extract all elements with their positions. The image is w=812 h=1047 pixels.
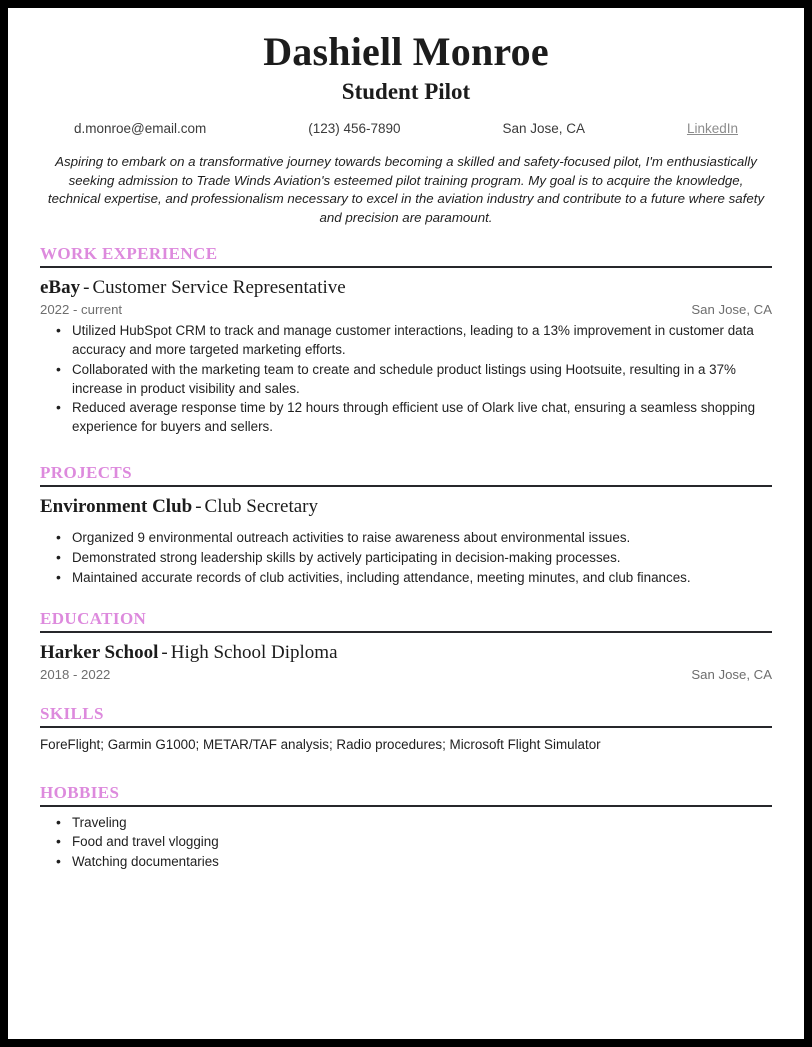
experience-role: Customer Service Representative — [92, 277, 346, 299]
section-projects — [40, 463, 772, 587]
list-item: • Food and travel vlogging — [70, 833, 772, 852]
project-entry — [40, 494, 772, 587]
hobbies-list — [40, 814, 772, 873]
section-title-skills: SKILLS — [40, 704, 104, 724]
skills-list: ForeFlight; Garmin G1000; METAR/TAF analysis; Radio procedures; Microsoft Flight Simulator — [40, 737, 601, 753]
project-org: Environment Club — [40, 496, 193, 518]
experience-entry-meta — [40, 302, 772, 317]
education-entry — [40, 640, 772, 682]
entry-separator: - — [83, 277, 90, 299]
professional-summary: Aspiring to embark on a transformative journey towards becoming a skilled and safety-focused pilot, I'm enthusiastically seeking admission to Trade Winds Aviation's esteemed pilot training program. My goal is to acquire the knowledge, technical expertise, and professionalism necessary to excel in the aviation industry and contribute to a future where safety and precision are paramount. — [47, 153, 765, 226]
contact-phone[interactable]: (123) 456-7890 — [308, 120, 401, 136]
experience-bullet-list — [40, 322, 772, 437]
experience-entry — [40, 275, 772, 437]
section-divider — [40, 266, 772, 268]
entry-separator: - — [195, 496, 202, 518]
section-title-education: EDUCATION — [40, 609, 147, 629]
candidate-name: Dashiell Monroe — [263, 29, 549, 74]
list-item: • Watching documentaries — [70, 853, 772, 872]
list-item: • Utilized HubSpot CRM to track and manage customer interactions, leading to a 13% improvement in customer data accuracy and more targeted marketing efforts. — [70, 322, 772, 360]
section-hobbies — [40, 783, 772, 873]
section-title-hobbies: HOBBIES — [40, 782, 120, 802]
education-entry-meta — [40, 667, 772, 682]
resume-content — [8, 8, 804, 872]
experience-location: San Jose, CA — [691, 301, 772, 317]
resume-header — [40, 30, 772, 228]
education-location: San Jose, CA — [691, 667, 772, 683]
entry-separator: - — [161, 642, 168, 664]
section-divider — [40, 631, 772, 633]
section-skills — [40, 704, 772, 754]
experience-entry-heading — [40, 275, 772, 301]
contact-email[interactable]: d.monroe@email.com — [74, 120, 207, 136]
candidate-job-title: Student Pilot — [341, 78, 471, 104]
resume-page — [8, 8, 804, 1039]
list-item: • Reduced average response time by 12 hours through efficient use of Olark live chat, ensuring a seamless shopping experience for buyers and sellers. — [70, 399, 772, 437]
section-divider — [40, 805, 772, 807]
contact-location: San Jose, CA — [502, 120, 586, 136]
experience-dates: 2022 - current — [40, 301, 123, 317]
section-title-projects: PROJECTS — [40, 463, 132, 483]
section-divider — [40, 726, 772, 728]
education-degree: High School Diploma — [170, 642, 338, 664]
contact-linkedin-link[interactable]: LinkedIn — [686, 120, 738, 136]
project-bullet-list — [40, 529, 772, 588]
list-item: • Demonstrated strong leadership skills by actively participating in decision-making processes. — [70, 549, 772, 568]
section-work-experience — [40, 244, 772, 437]
education-dates: 2018 - 2022 — [40, 667, 111, 683]
list-item: • Organized 9 environmental outreach activities to raise awareness about environmental issues. — [70, 529, 772, 548]
education-org: Harker School — [40, 642, 159, 664]
project-role: Club Secretary — [204, 496, 318, 518]
experience-org: eBay — [40, 277, 81, 299]
section-education — [40, 609, 772, 682]
list-item: • Maintained accurate records of club activities, including attendance, meeting minutes, and club finances. — [70, 569, 772, 588]
list-item: • Collaborated with the marketing team to create and schedule product listings using Hootsuite, resulting in a 37% increase in product visibility and sales. — [70, 361, 772, 399]
section-title-work-experience: WORK EXPERIENCE — [40, 244, 218, 264]
list-item: • Traveling — [70, 814, 772, 833]
project-entry-heading — [40, 494, 772, 520]
section-divider — [40, 485, 772, 487]
contact-row — [74, 121, 738, 136]
education-entry-heading — [40, 640, 772, 666]
